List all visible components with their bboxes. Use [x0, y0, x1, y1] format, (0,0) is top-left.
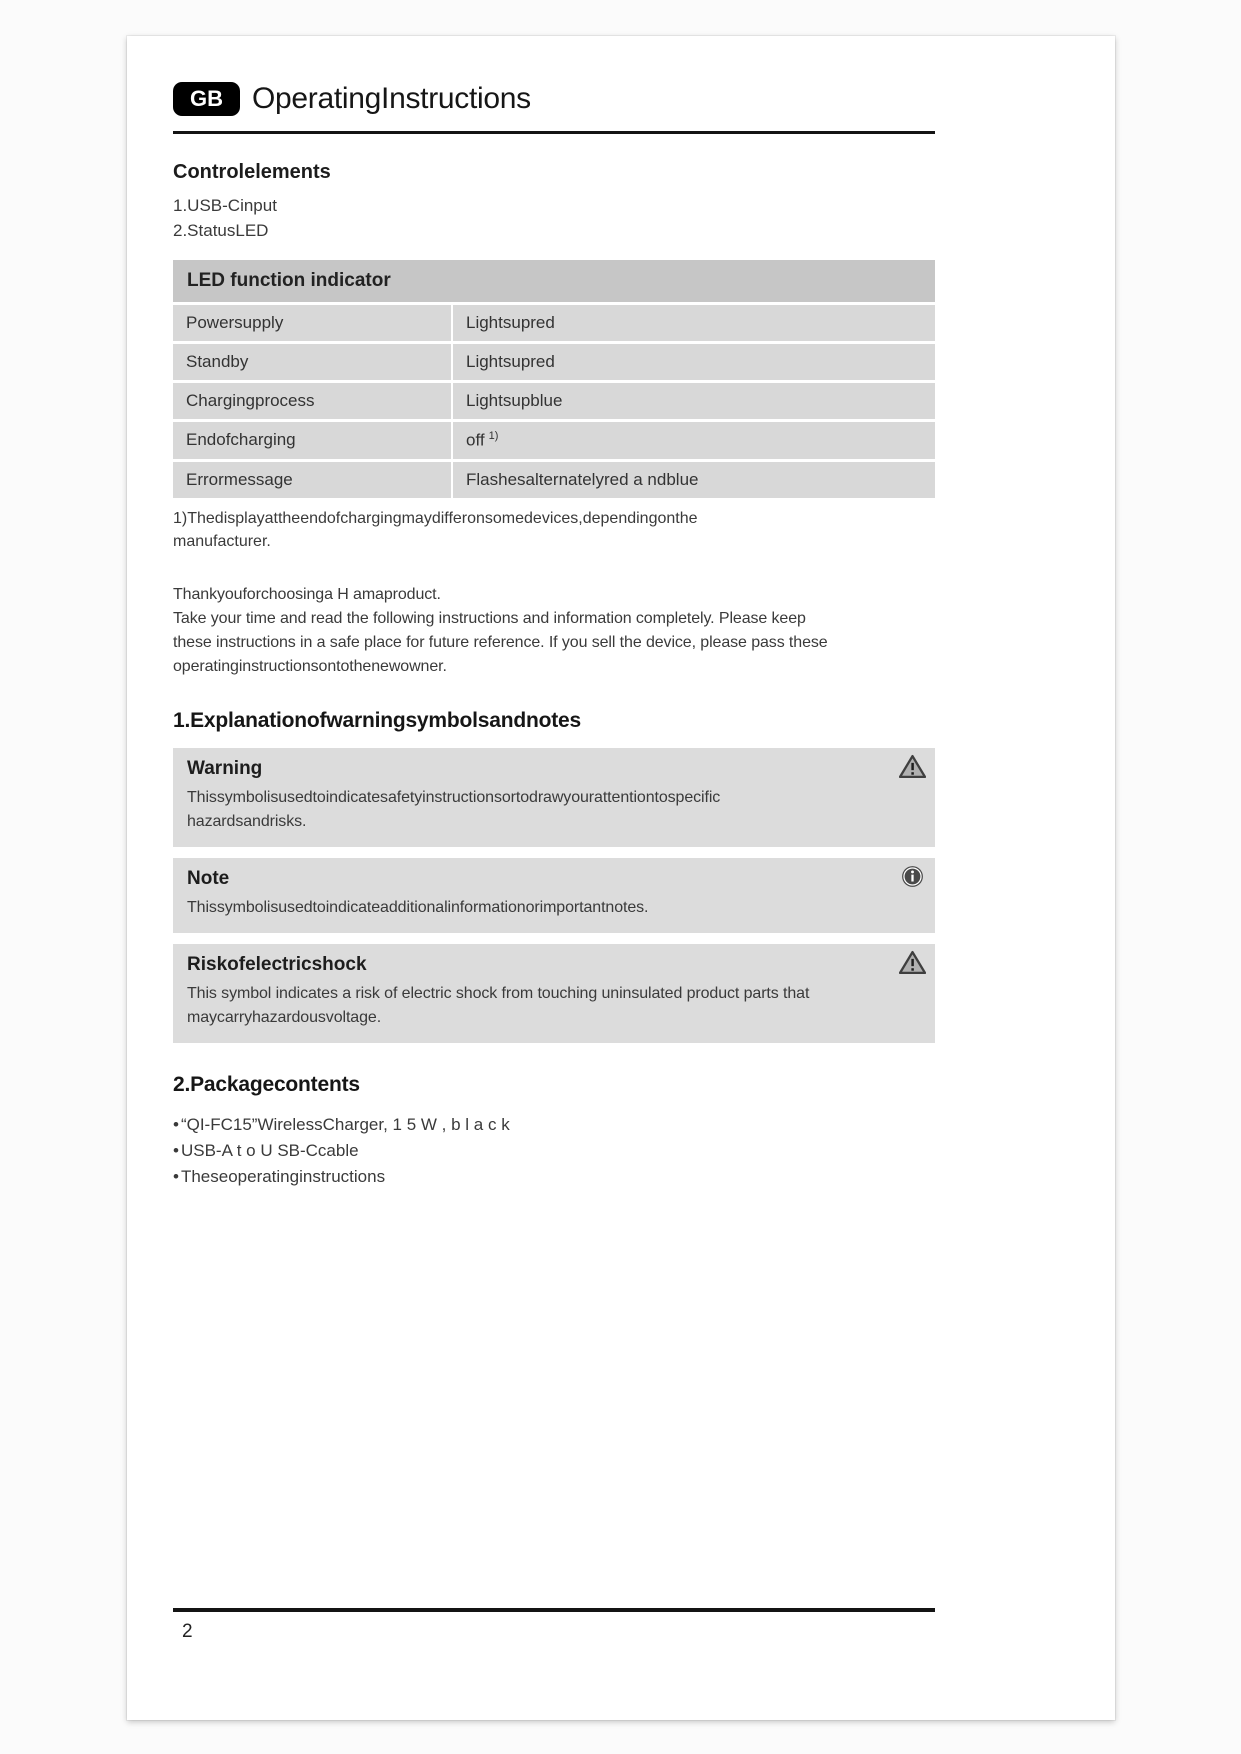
intro-line: these instructions in a safe place for future reference. If you sell the device, please pass these — [173, 633, 828, 651]
list-item — [173, 1138, 935, 1164]
language-badge: GB — [173, 82, 240, 116]
table-cell-label: Chargingprocess — [173, 383, 451, 419]
table-row — [173, 383, 935, 419]
led-table-header: LED function indicator — [173, 260, 935, 302]
list-item-text: Theseoperatinginstructions — [180, 1166, 386, 1186]
table-cell-value: Lightsupblue — [453, 383, 935, 419]
table-row — [173, 305, 935, 341]
footnote-line: 1)Thedisplayattheendofchargingmaydifferonsomedevices,dependingonthe — [173, 509, 698, 527]
electric-shock-box-title: Riskofelectricshock — [187, 953, 367, 975]
warning-box-title: Warning — [187, 757, 263, 779]
electric-shock-box-text: This symbol indicates a risk of electric shock from touching uninsulated product parts that — [187, 984, 810, 1002]
table-row — [173, 462, 935, 498]
intro-line: Thankyouforchoosinga H amaproduct. — [173, 585, 441, 603]
warning-triangle-icon — [899, 950, 926, 975]
table-row — [173, 344, 935, 380]
note-box-text: Thissymbolisusedtoindicateadditionalinformationorimportantnotes. — [187, 898, 649, 916]
warning-box-text: hazardsandrisks. — [187, 812, 307, 830]
note-box-title: Note — [187, 867, 230, 889]
package-contents-heading: 2.Packagecontents — [173, 1072, 360, 1096]
page-footer — [173, 1608, 935, 1643]
table-cell-label: Standby — [173, 344, 451, 380]
table-cell-label: Errormessage — [173, 462, 451, 498]
warning-box — [173, 748, 935, 847]
footnote-reference: 1) — [488, 430, 499, 442]
cell-text: off — [466, 430, 485, 450]
led-function-table — [173, 260, 935, 498]
table-cell-label: Endofcharging — [173, 422, 451, 459]
intro-line: operatinginstructionsontothenewowner. — [173, 657, 447, 675]
warning-symbols-heading: 1.Explanationofwarningsymbolsandnotes — [173, 708, 581, 732]
list-item-text: USB-A t o U SB-Ccable — [180, 1140, 359, 1160]
list-item-text: “QI-FC15”WirelessCharger, 1 5 W , b l a c k — [180, 1114, 510, 1134]
table-footnote — [173, 507, 935, 553]
manual-page — [127, 36, 1115, 1720]
electric-shock-box-text: maycarryhazardousvoltage. — [187, 1008, 382, 1026]
package-contents-list — [173, 1112, 935, 1190]
list-item — [173, 1112, 935, 1138]
electric-shock-box — [173, 944, 935, 1043]
footnote-line: manufacturer. — [173, 532, 271, 550]
header-rule — [173, 131, 935, 134]
footer-rule — [173, 1608, 935, 1612]
warning-box-text: Thissymbolisusedtoindicatesafetyinstructionsortodrawyourattentiontospecific — [187, 788, 721, 806]
page-number: 2 — [182, 1621, 193, 1642]
page-title: OperatingInstructions — [252, 82, 531, 115]
table-row — [173, 422, 935, 459]
table-cell-value: Flashesalternatelyred a ndblue — [453, 462, 935, 498]
page-content — [127, 36, 1115, 1190]
bullet-icon: • — [173, 1166, 179, 1186]
table-cell-value — [453, 422, 935, 459]
table-cell-label: Powersupply — [173, 305, 451, 341]
control-elements-heading: Controlelements — [173, 161, 331, 183]
bullet-icon: • — [173, 1114, 179, 1134]
warning-triangle-icon — [899, 754, 926, 779]
bullet-icon: • — [173, 1140, 179, 1160]
control-element-item: 1.USB-Cinput — [173, 196, 277, 215]
control-element-item: 2.StatusLED — [173, 221, 269, 240]
note-box — [173, 858, 935, 933]
table-cell-value: Lightsupred — [453, 305, 935, 341]
intro-paragraph — [173, 583, 935, 679]
info-circle-icon — [899, 864, 926, 889]
table-cell-value: Lightsupred — [453, 344, 935, 380]
list-item — [173, 1164, 935, 1190]
page-header — [173, 82, 935, 116]
intro-line: Take your time and read the following instructions and information completely. Please keep — [173, 609, 806, 627]
